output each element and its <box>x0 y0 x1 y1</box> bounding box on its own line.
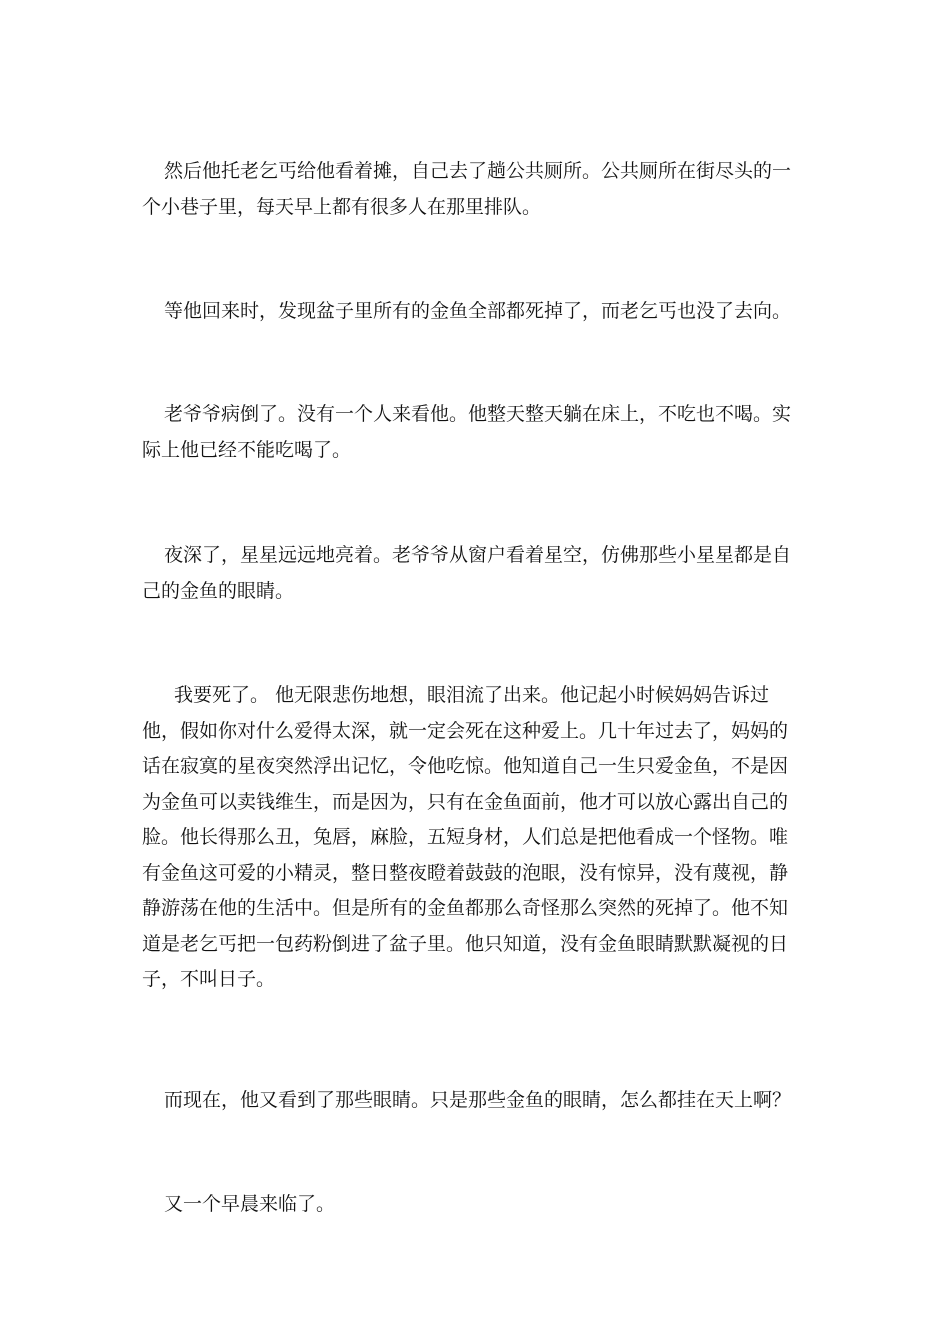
paragraph-4: 夜深了，星星远远地亮着。老爷爷从窗户看着星空，仿佛那些小星星都是自己的金鱼的眼睛。 <box>142 544 792 602</box>
paragraph-1: 然后他托老乞丐给他看着摊，自己去了趟公共厕所。公共厕所在街尽头的一个小巷子里，每天早上都有很多人在那里排队。 <box>142 160 792 218</box>
paragraph-5: 我要死了。 他无限悲伤地想，眼泪流了出来。他记起小时候妈妈告诉过他，假如你对什么爱得太深，就一定会死在这种爱上。几十年过去了，妈妈的话在寂寞的星夜突然浮出记忆，令他吃惊。他知道自己一生只爱金鱼，不是因为金鱼可以卖钱维生，而是因为，只有在金鱼面前，他才可以放心露出自己的脸。他长得那么丑，兔唇，麻脸，五短身材，人们总是把他看成一个怪物。唯有金鱼这可爱的小精灵，整日整夜瞪着鼓鼓的泡眼，没有惊异，没有蔑视，静静游荡在他的生活中。但是所有的金鱼都那么奇怪那么突然的死掉了。他不知道是老乞丐把一包药粉倒进了盆子里。他只知道，没有金鱼眼睛默默凝视的日子，不叫日子。 <box>142 684 789 990</box>
paragraph-7: 又一个早晨来临了。 <box>164 1193 336 1215</box>
paragraph-3: 老爷爷病倒了。没有一个人来看他。他整天整天躺在床上，不吃也不喝。实际上他已经不能吃喝了。 <box>142 403 792 461</box>
paragraph-6: 而现在，他又看到了那些眼睛。只是那些金鱼的眼睛，怎么都挂在天上啊？ <box>164 1089 792 1111</box>
paragraph-2: 等他回来时，发现盆子里所有的金鱼全部都死掉了，而老乞丐也没了去向。 <box>164 300 792 322</box>
